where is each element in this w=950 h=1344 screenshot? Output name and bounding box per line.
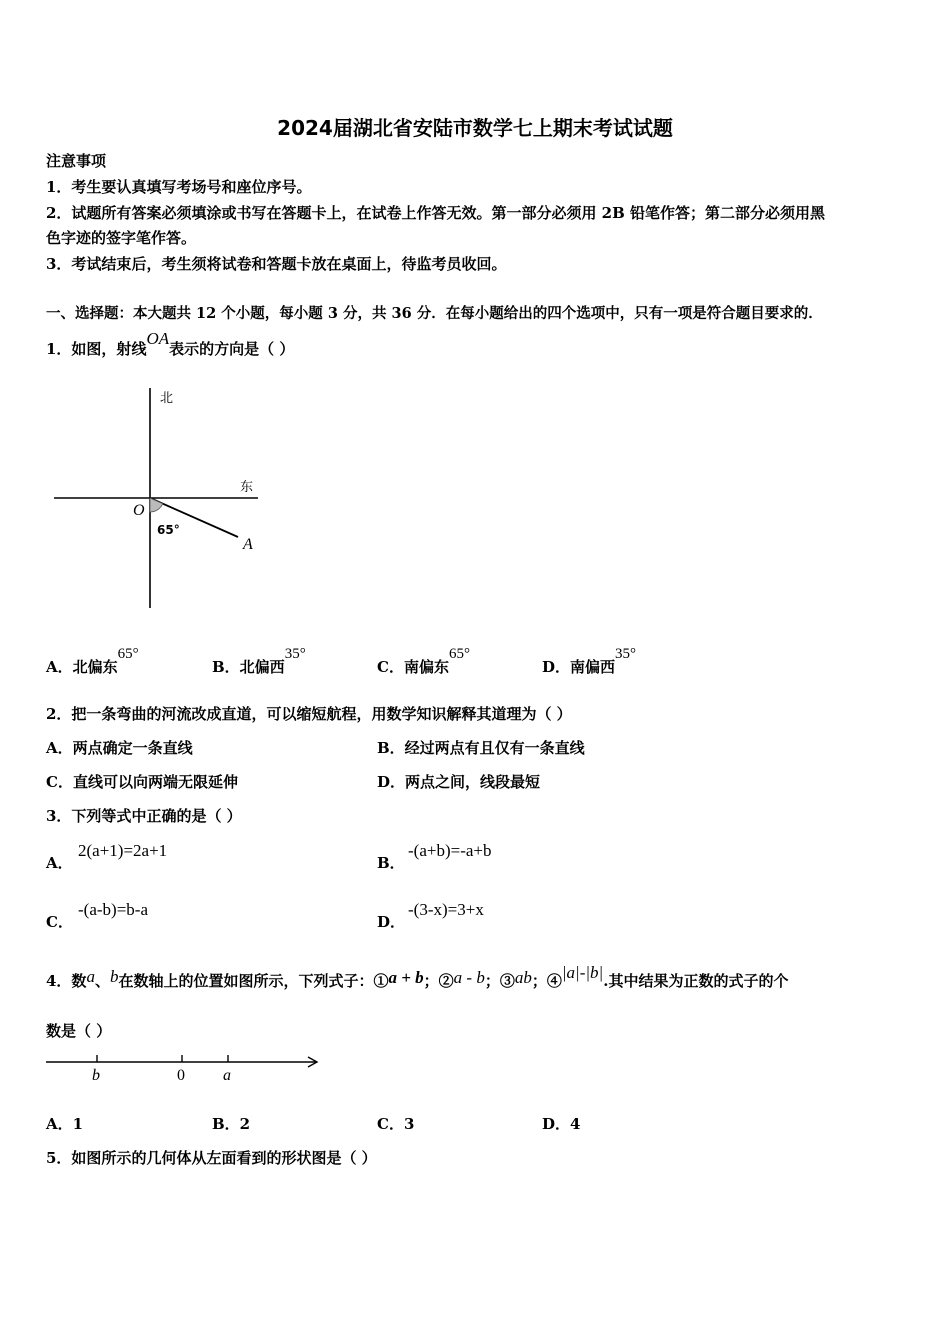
note-item-1: 1．考生要认真填写考场号和座位序号。	[46, 178, 312, 196]
q4-expr-3: ab	[514, 968, 532, 987]
note-item-3: 3．考试结束后，考生须将试卷和答题卡放在桌面上，待监考员收回。	[46, 255, 507, 273]
notes-heading: 注意事项	[46, 152, 107, 170]
q2-option-c[interactable]: C．直线可以向两端无限延伸	[46, 773, 238, 791]
q2-option-a[interactable]: A．两点确定一条直线	[46, 739, 193, 757]
q1-option-c-label: C．南偏东	[377, 658, 449, 676]
q1-option-d-degree: 35°	[615, 646, 637, 662]
north-label: 北	[160, 391, 174, 406]
q4-text-6: .其中结果为正数的式子的个	[603, 972, 789, 990]
origin-label: O	[133, 502, 145, 519]
q3-option-d-expr: -(3-x)=3+x	[408, 900, 484, 919]
label-b: b	[92, 1067, 100, 1084]
label-zero: 0	[177, 1067, 185, 1084]
q1-option-a[interactable]	[46, 646, 139, 677]
q1-suffix: 表示的方向是（ ）	[169, 340, 295, 358]
q4-stem-cont: 数是（ ）	[46, 1022, 112, 1040]
q4-option-a[interactable]: A．1	[46, 1115, 84, 1133]
q2-option-b[interactable]: B．经过两点有且仅有一条直线	[377, 739, 585, 757]
angle-label: 65°	[157, 523, 180, 537]
q4-stem	[46, 963, 789, 991]
note-item-2: 2．试题所有答案必须填涂或书写在答题卡上，在试卷上作答无效。第一部分必须用 2B 铅笔作答；第二部分必须用黑	[46, 204, 826, 222]
q3-option-c-label[interactable]: C．	[46, 913, 73, 931]
q3-stem: 3．下列等式中正确的是（ ）	[46, 807, 242, 825]
label-a: a	[223, 1067, 231, 1084]
q4-option-b[interactable]: B．2	[212, 1115, 251, 1133]
q5-stem: 5．如图所示的几何体从左面看到的形状图是（ ）	[46, 1149, 377, 1167]
q1-ray: OA	[146, 329, 170, 348]
q1-option-b-label: B．北偏西	[212, 658, 285, 676]
q1-prefix: 1．如图，射线	[46, 340, 147, 358]
q4-text-1: 4．数	[46, 972, 87, 990]
q4-text-5: ；④	[531, 972, 562, 990]
q4-sep: 、	[94, 972, 110, 990]
q1-option-a-degree: 65°	[117, 646, 139, 662]
point-a-label: A	[243, 536, 253, 553]
q2-stem: 2．把一条弯曲的河流改成直道，可以缩短航程，用数学知识解释其道理为（ ）	[46, 705, 572, 723]
q4-expr-4: |a|-|b|	[561, 963, 604, 982]
q4-number-line	[40, 1048, 330, 1088]
q3-option-b-expr: -(a+b)=-a+b	[408, 841, 492, 860]
q4-var-a: a	[86, 967, 95, 986]
q1-option-d[interactable]	[542, 646, 637, 677]
q4-text-4: ；③	[484, 972, 515, 990]
q3-option-b-label[interactable]: B．	[377, 854, 405, 872]
q3-option-a-label[interactable]: A．	[46, 854, 73, 872]
q1-option-b-degree: 35°	[284, 646, 306, 662]
q1-direction-figure	[40, 380, 280, 620]
q1-stem	[46, 329, 295, 359]
east-label: 东	[240, 480, 254, 495]
section1-heading: 一、选择题：本大题共 12 个小题，每小题 3 分，共 36 分．在每小题给出的四个选项中，只有一项是符合题目要求的．	[46, 305, 823, 322]
q2-option-d[interactable]: D．两点之间，线段最短	[377, 773, 541, 791]
q3-option-c-expr: -(a-b)=b-a	[78, 900, 148, 919]
q1-option-c-degree: 65°	[448, 646, 470, 662]
note-item-2-cont: 色字迹的签字笔作答。	[46, 229, 197, 247]
q4-option-c[interactable]: C．3	[377, 1115, 415, 1133]
q3-option-a-expr: 2(a+1)=2a+1	[78, 841, 168, 860]
q3-option-d-label[interactable]: D．	[377, 913, 406, 931]
q1-option-c[interactable]	[377, 646, 470, 677]
q4-expr-2: a - b	[453, 968, 485, 987]
q4-var-b: b	[109, 967, 119, 986]
q1-option-a-label: A．北偏东	[46, 658, 118, 676]
q1-option-b[interactable]	[212, 646, 306, 677]
page-title: 2024届湖北省安陆市数学七上期末考试试题	[277, 116, 673, 140]
q4-text-2: 在数轴上的位置如图所示，下列式子：①	[118, 972, 389, 990]
q4-expr-1: a + b	[388, 968, 424, 987]
q4-option-d[interactable]: D．4	[542, 1115, 581, 1133]
q1-option-d-label: D．南偏西	[542, 658, 616, 676]
q4-text-3: ；②	[423, 972, 454, 990]
